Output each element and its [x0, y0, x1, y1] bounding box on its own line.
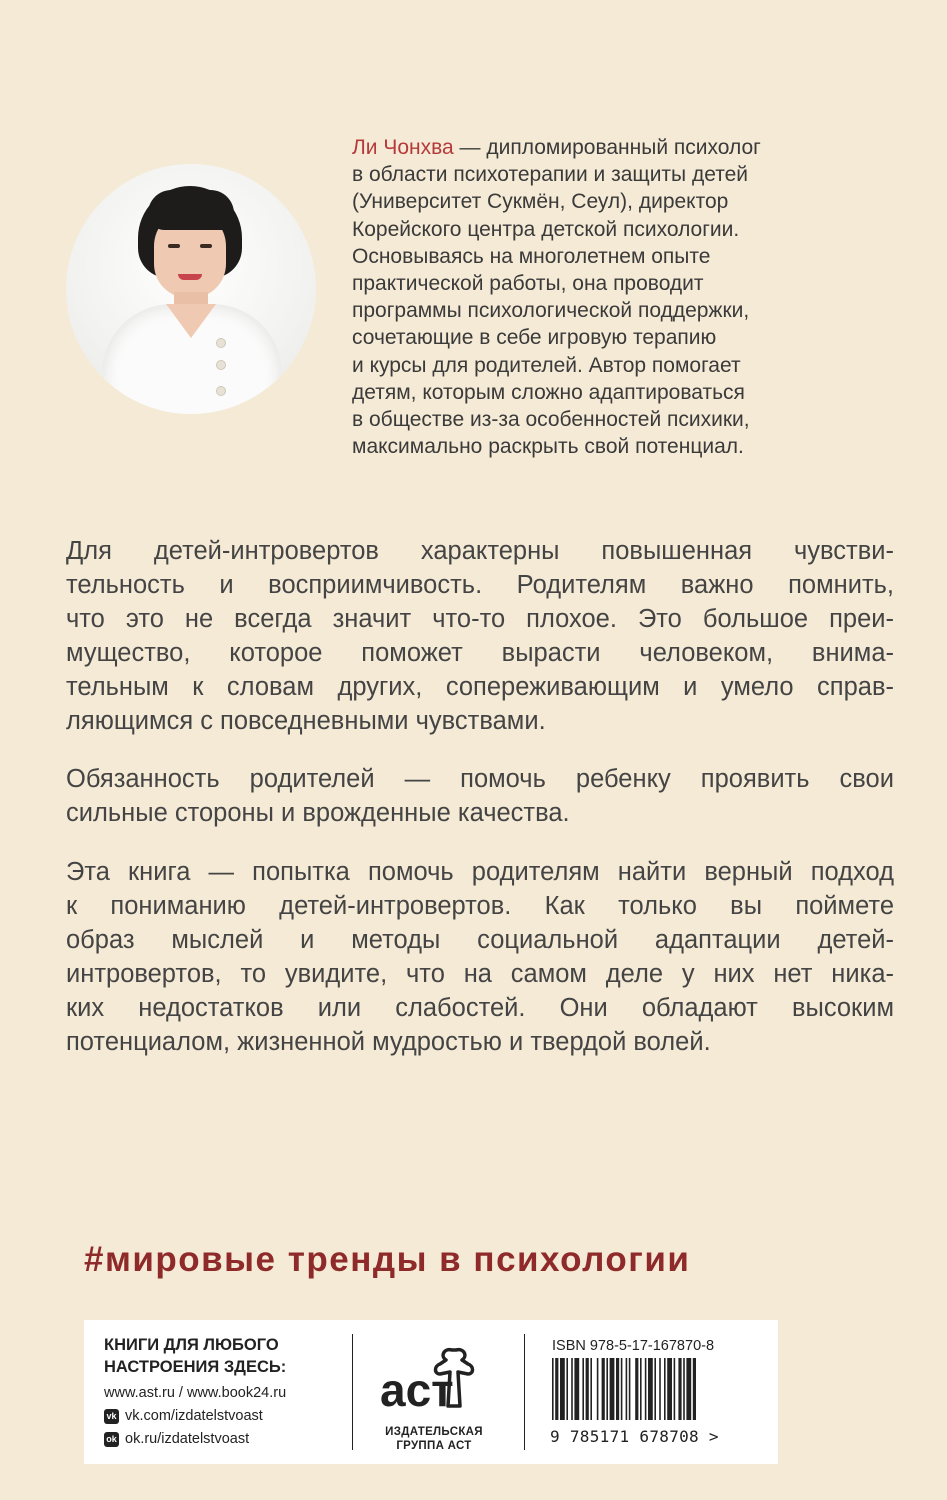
series-tagline: #мировые тренды в психологии: [84, 1240, 691, 1279]
publisher-name-line: ГРУППА АСТ: [396, 1440, 472, 1452]
footer-heading-line: КНИГИ ДЛЯ ЛЮБОГО: [104, 1336, 279, 1354]
vk-icon: vk: [104, 1409, 119, 1424]
bio-line: в обществе из-за особенностей психики,: [352, 408, 750, 432]
vk-link[interactable]: [104, 1405, 344, 1428]
ast-logo-icon: [374, 1334, 494, 1420]
paragraph-line: ких недостатков или слабостей. Они обладают высоким: [66, 994, 894, 1022]
bio-line: дипломированный психолог: [486, 136, 761, 159]
paragraph-line: тельным к словам других, сопереживающим и умело справ-: [66, 673, 894, 701]
paragraph-line: Эта книга — попытка помочь родителям найти верный подход: [66, 858, 894, 886]
paragraph-line: к пониманию детей-интровертов. Как только вы поймете: [66, 892, 894, 920]
author-portrait: [66, 164, 316, 414]
bio-line: детям, которым сложно адаптироваться: [352, 380, 745, 404]
paragraph-line: образ мыслей и методы социальной адаптации детей-: [66, 926, 894, 954]
bio-line: сочетающие в себе игровую терапию: [352, 326, 717, 350]
bio-line: (Университет Сукмён, Сеул), директор: [352, 190, 729, 214]
isbn-number: ISBN 978-5-17-167870-8: [552, 1338, 715, 1354]
isbn-block: [550, 1338, 760, 1446]
bio-line: практической работы, она проводит: [352, 272, 704, 296]
paragraph-line: Для детей-интровертов характерны повышенная чувстви-: [66, 537, 894, 565]
paragraph-line: интровертов, то увидите, что на самом деле у них нет ника-: [66, 960, 894, 988]
bio-line: и курсы для родителей. Автор помогает: [352, 353, 741, 377]
description-paragraph-3: [66, 855, 894, 1059]
bio-line: программы психологической поддержки,: [352, 299, 750, 323]
ok-link-text[interactable]: ok.ru/izdatelstvoast: [125, 1431, 250, 1447]
vk-link-text[interactable]: vk.com/izdatelstvoast: [125, 1408, 263, 1424]
ast-logo-text: аст: [380, 1364, 454, 1416]
ast-logo: [374, 1334, 494, 1454]
barcode-icon: [550, 1358, 756, 1420]
paragraph-line: ляющимся с повседневными чувствами.: [66, 707, 546, 735]
paragraph-line: потенциалом, жизненной мудростью и твердой волей.: [66, 1028, 711, 1056]
author-bio: [352, 134, 772, 460]
description-paragraph-2: [66, 762, 894, 830]
author-name: Ли Чонхва: [352, 136, 454, 159]
footer-links: [104, 1334, 344, 1451]
footer-divider: [352, 1334, 353, 1450]
paragraph-line: Обязанность родителей — помочь ребенку проявить свои: [66, 765, 894, 793]
footer-heading-line: НАСТРОЕНИЯ ЗДЕСЬ:: [104, 1358, 287, 1376]
ok-link[interactable]: [104, 1428, 344, 1451]
website-links[interactable]: www.ast.ru / www.book24.ru: [104, 1385, 287, 1401]
bio-dash: —: [453, 136, 487, 159]
paragraph-line: тельность и восприимчивость. Родителям важно помнить,: [66, 571, 894, 599]
footer-divider: [524, 1334, 525, 1450]
ok-icon: ok: [104, 1432, 119, 1447]
bio-line: максимально раскрыть свой потенциал.: [352, 435, 744, 459]
bio-line: Основываясь на многолетнем опыте: [352, 244, 711, 268]
ean-digits: 9 785171 678708 >: [550, 1427, 719, 1446]
description-paragraph-1: [66, 534, 894, 738]
paragraph-line: мущество, которое поможет вырасти человеком, внима-: [66, 639, 894, 667]
paragraph-line: что это не всегда значит что-то плохое. Это большое преи-: [66, 605, 894, 633]
publisher-name-line: ИЗДАТЕЛЬСКАЯ: [385, 1426, 483, 1438]
publisher-footer: [84, 1320, 778, 1464]
bio-line: в области психотерапии и защиты детей: [352, 163, 748, 187]
bio-line: Корейского центра детской психологии.: [352, 217, 740, 241]
paragraph-line: сильные стороны и врожденные качества.: [66, 799, 570, 827]
